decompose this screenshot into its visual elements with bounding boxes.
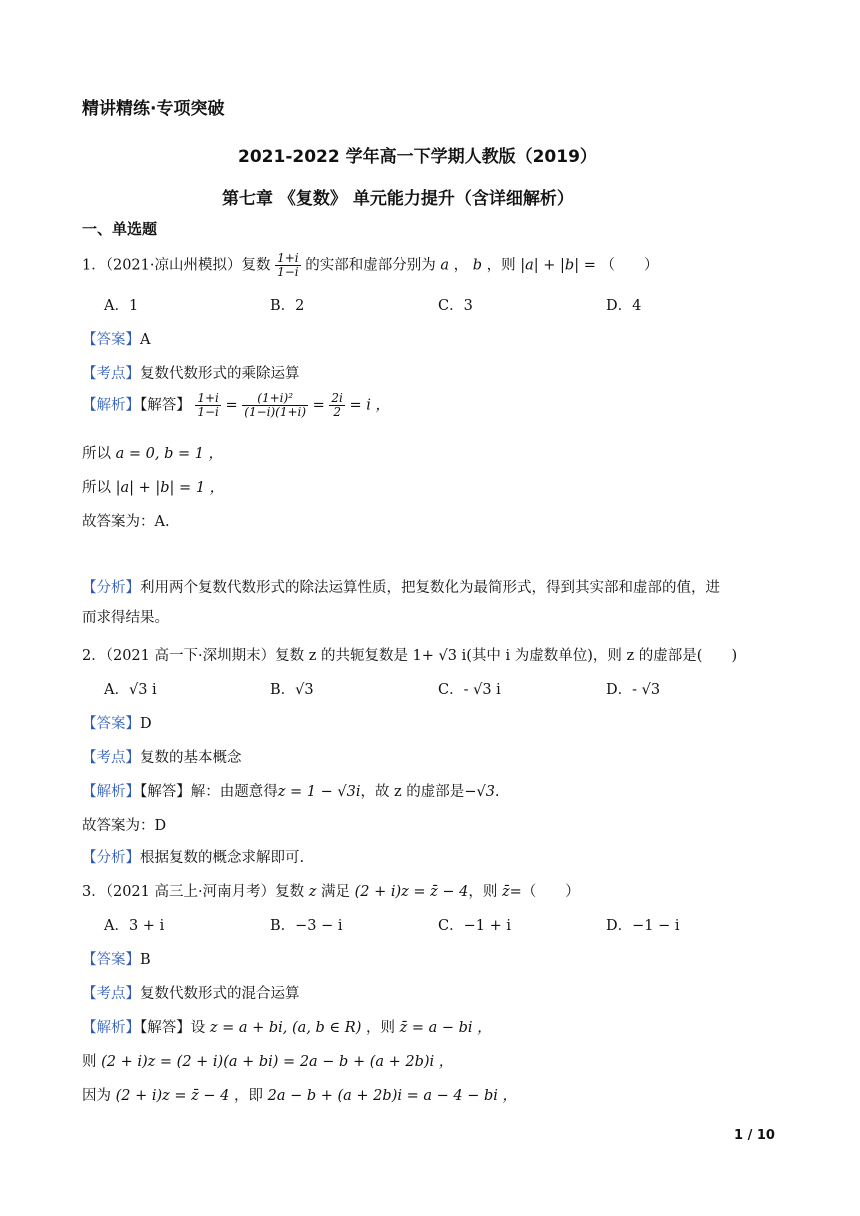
q3-option-a: A．3 + i	[104, 918, 165, 934]
q2-option-d: D．- √3	[606, 682, 661, 698]
q2-option-b: B．√3	[270, 682, 314, 698]
q1-stem-prefix: 1．（2021·凉山州模拟）复数	[82, 257, 271, 274]
q3-point: 【考点】复数代数形式的混合运算	[82, 986, 300, 1002]
q2-option-c: C．- √3 i	[438, 682, 501, 698]
q3-stem: 3．（2021 高三上·河南月考）复数 z 满足 (2 + i)z = z̄ − 4，则 z̄=（ ）	[82, 884, 580, 900]
q3-solution-line2: 则 (2 + i)z = (2 + i)(a + bi) = 2a − b + (a + 2b)i ，	[82, 1054, 454, 1070]
q2-answer: 【答案】D	[82, 716, 152, 732]
q1-option-a: A．1	[104, 298, 139, 314]
q3-option-d: D．−1 − i	[606, 918, 680, 934]
q3-solution-line3: 因为 (2 + i)z = z̄ − 4 ，即 2a − b + (a + 2b)i = a − 4 − bi ，	[82, 1088, 517, 1104]
q1-answer: 【答案】A	[82, 332, 151, 348]
q1-fraction: $\frac{1+i}{1-i}$	[277, 251, 299, 279]
q3-answer: 【答案】B	[82, 952, 151, 968]
q2-analysis: 【分析】根据复数的概念求解即可.	[82, 850, 305, 866]
q1-solution-line4: 故答案为：A.	[82, 514, 170, 530]
section-heading: 一、单选题	[82, 220, 158, 238]
q2-solution: 【解析】【解答】解：由题意得z = 1 − √3i，故 z 的虚部是−√3.	[82, 784, 500, 800]
q1-point: 【考点】复数代数形式的乘除运算	[82, 366, 300, 382]
q1-option-d: D．4	[606, 298, 642, 314]
q3-option-c: C．−1 + i	[438, 918, 511, 934]
q3-solution: 【解析】【解答】设 z = a + bi, (a, b ∈ R) ，则 z̄ = a − bi ，	[82, 1020, 492, 1036]
q2-point: 【考点】复数的基本概念	[82, 750, 242, 766]
q1-option-b: B．2	[270, 298, 305, 314]
q1-option-c: C．3	[438, 298, 473, 314]
q2-solution-line2: 故答案为：D	[82, 818, 167, 834]
document-title-line2: 第七章 《复数》 单元能力提升（含详细解析）	[222, 189, 574, 209]
q1-analysis: 【分析】利用两个复数代数形式的除法运算性质，把复数化为最简形式，得到其实部和虚部的值，进	[82, 580, 720, 596]
q3-option-b: B．−3 − i	[270, 918, 343, 934]
q1-analysis-cont: 而求得结果。	[82, 610, 169, 626]
q1-stem: 1．（2021·凉山州模拟）复数 $\frac{1+i}{1-i}$ 的实部和虚部分别为 a ， b ，则 |a| + |b| = （ ）	[82, 251, 659, 279]
document-title-line1: 2021-2022 学年高一下学期人教版（2019）	[238, 147, 597, 167]
q1-solution-line2: 所以 a = 0, b = 1 ，	[82, 446, 224, 462]
page-number: 1 / 10	[734, 1128, 775, 1143]
q1-solution-line3: 所以 |a| + |b| = 1 ，	[82, 480, 225, 496]
q2-option-a: A．√3 i	[104, 682, 157, 698]
series-title: 精讲精练·专项突破	[82, 99, 225, 119]
q2-stem: 2．（2021 高一下·深圳期末）复数 z 的共轭复数是 1+ √3 i(其中 i 为虚数单位)，则 z 的虚部是( )	[82, 648, 738, 664]
q1-solution: 【解析】【解答】 $\frac{1+i}{1-i}$ = $\frac{\text{(1+i)²}}{(1-i)(1+i)}$ = $\frac{2i}{2}$ = i ，	[82, 391, 391, 419]
